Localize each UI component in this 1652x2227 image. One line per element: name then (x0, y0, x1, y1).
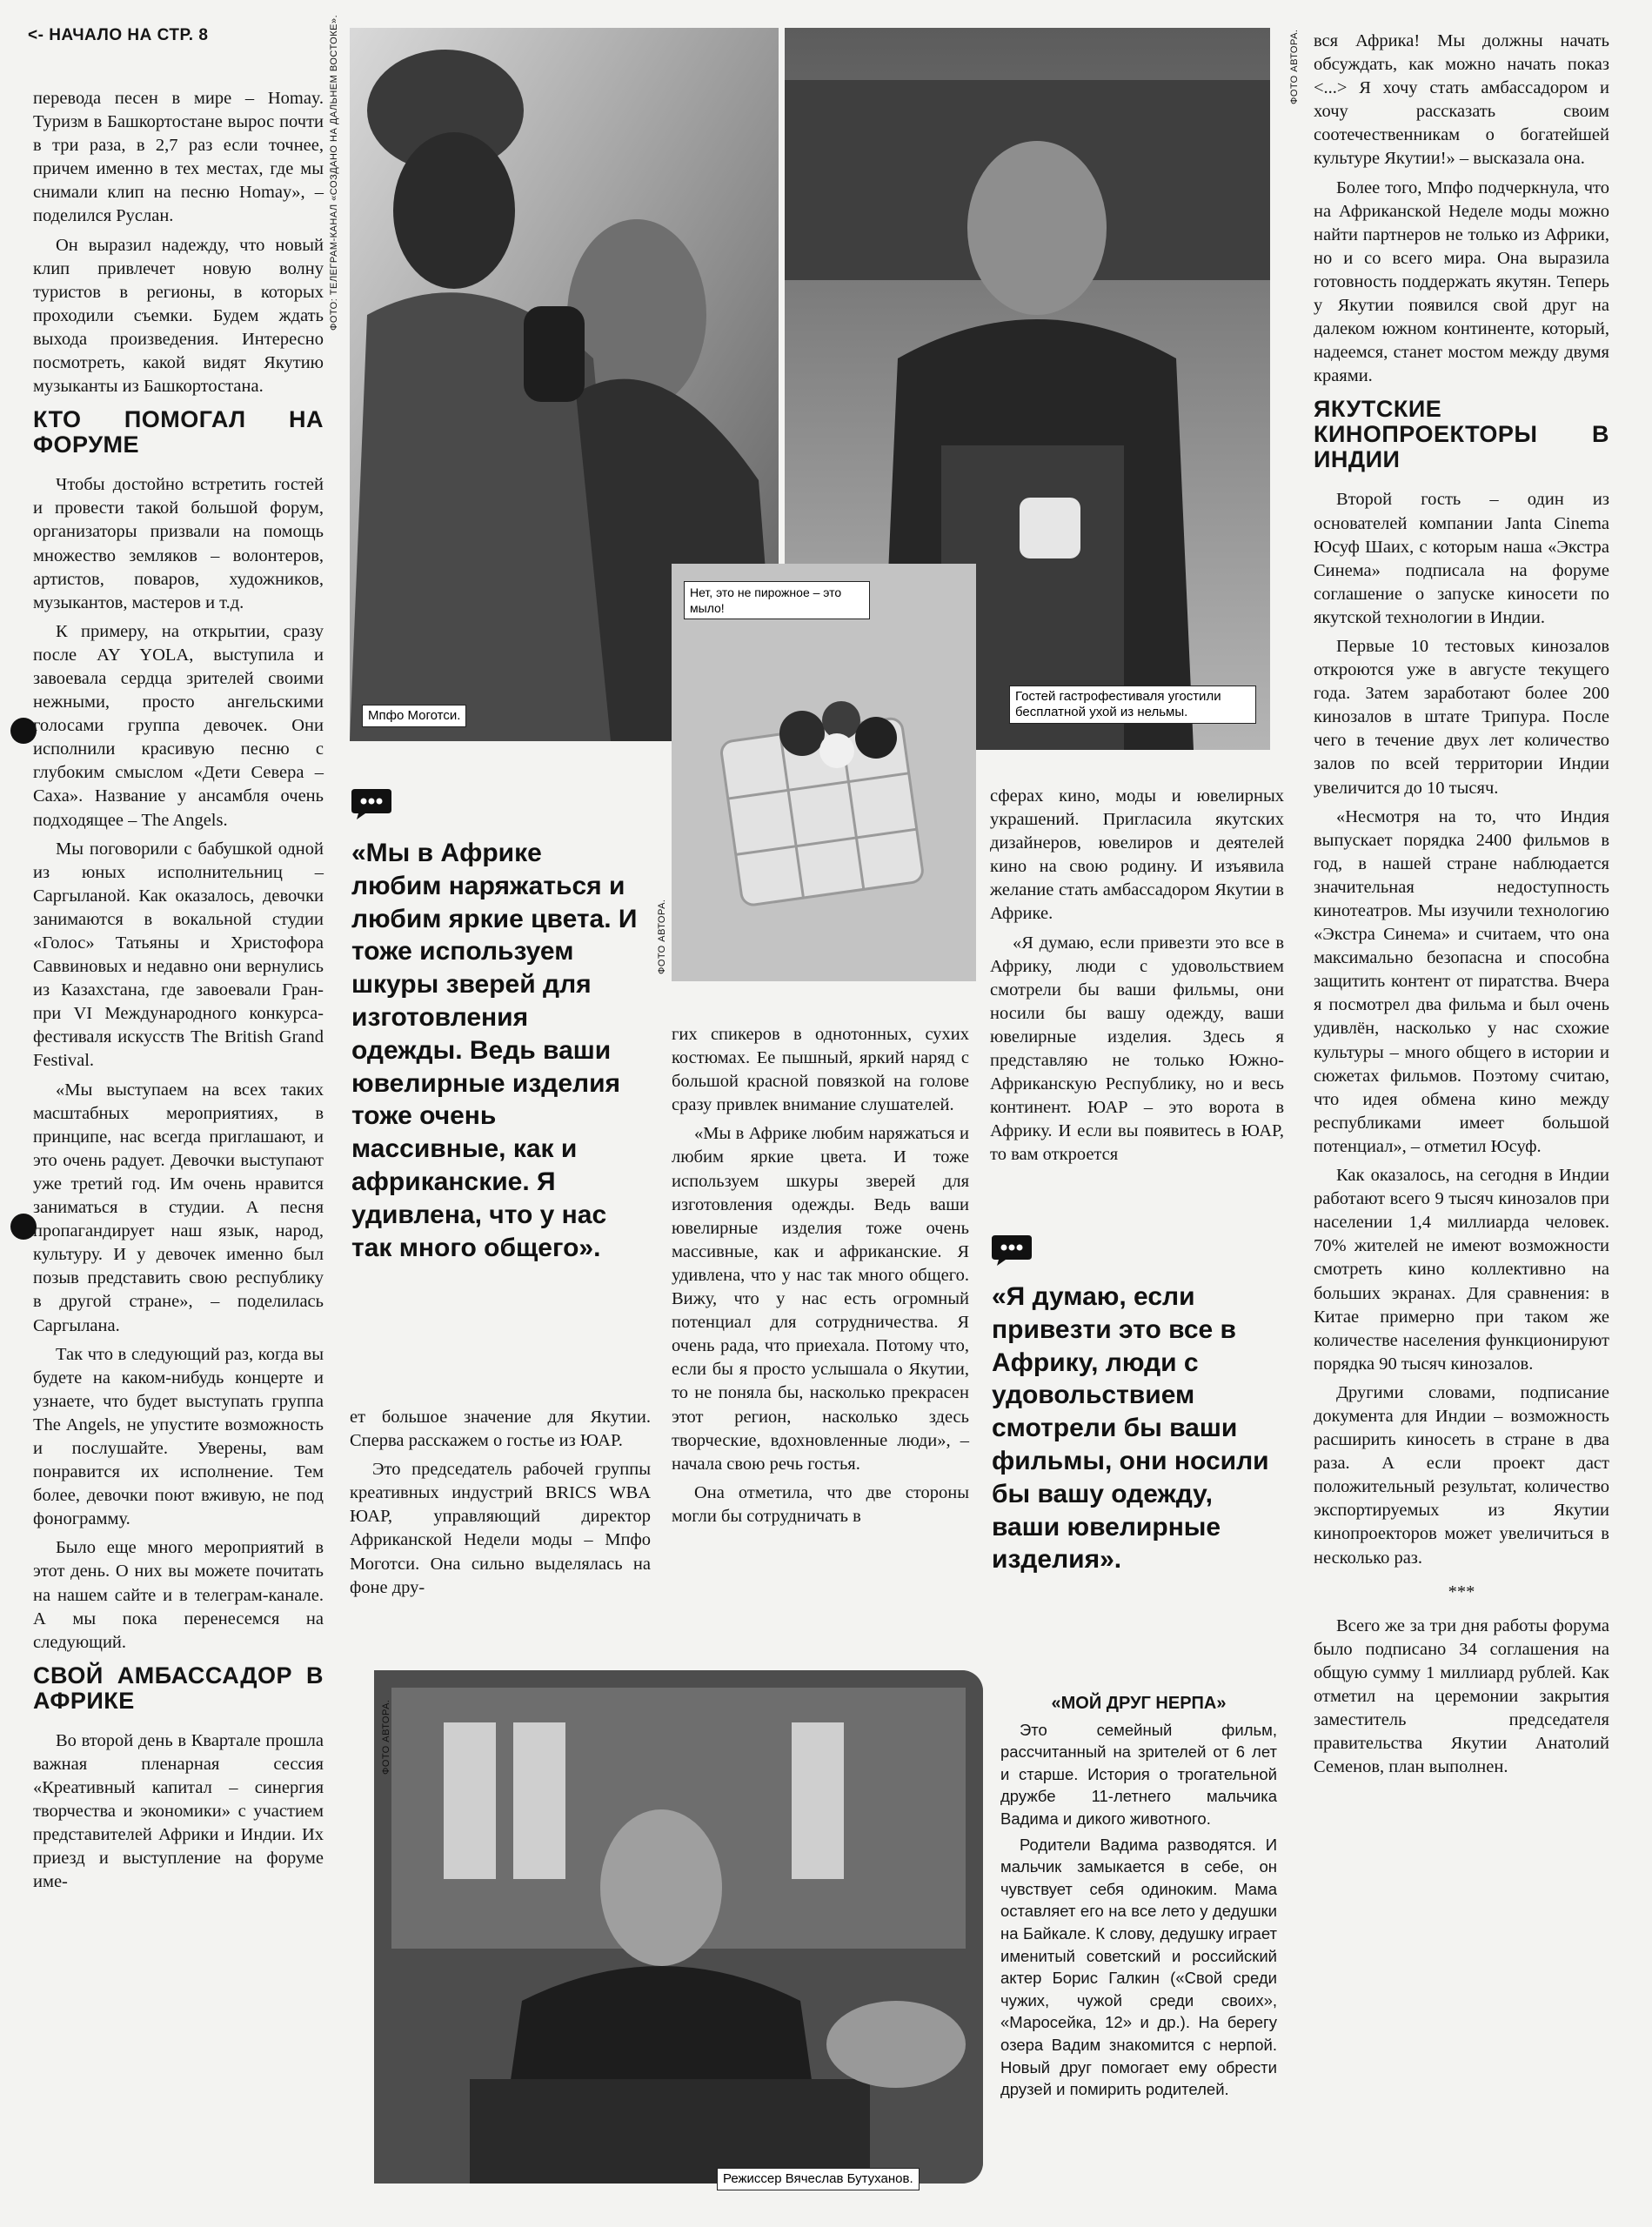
column-5 (1314, 30, 1609, 1784)
article-paragraph: Другими словами, подписание документа для Индии – возможность расширить киносеть в стране в два раза. А если проект даст положительный результат, количество экспортируемых из Якутии кинопроекторов может увеличиться в несколько раз. (1314, 1382, 1609, 1568)
article-paragraph: Это председатель рабочей группы креативных индустрий BRICS WBA ЮАР, управляющий директор Африканской Недели моды – Мпфо Моготси. Она сильно выделялась на фоне дру- (350, 1460, 651, 1597)
section-heading: КТО ПОМОГАЛ НА ФОРУМЕ (33, 406, 324, 458)
photo-director (374, 1670, 983, 2184)
article-paragraph: Мы поговорили с бабушкой одной из юных исполнительниц – Саргыланой. Как оказалось, девочки занимаются в вокальной студии «Голос» Татьяны и Христофора Саввиновых и недавно они вернулись из Казахстана, где завоевали Гран-при VI Международного конкурса-фестиваля искусств The British Grand Festival. (33, 839, 324, 1071)
photo-credit: ФОТО АВТОРА. (1289, 29, 1300, 104)
article-paragraph: «Я думаю, если привезти это все в Африку, люди с удовольствием смотрели бы ваши фильмы, они носили бы вашу одежду, ваши ювелирные изделия. Здесь я представляю не только Южно-Африканскую Республику, но и весь континент. ЮАР – это ворота в Африку. И если вы появитесь в ЮАР, то вам откроется (990, 933, 1284, 1165)
article-paragraph: Всего же за три дня работы форума было подписано 34 соглашения на общую сумму 1 миллиард рублей. Как отметил на церемонии закрытия заместитель председателя правительства Якутии Анатолий Семенов, план выполнен. (1314, 1615, 1609, 1777)
column-1 (33, 87, 324, 1899)
article-paragraph: Как оказалось, на сегодня в Индии работают всего 9 тысяч кинозалов при населении 1,4 миллиарда человек. 70% жителей не имеют возможности смотреть кино коллективно на больших экранах. Для сравнения: в Китае примерно при таком же количестве населения функционируют порядка 90 тысяч кинозалов. (1314, 1166, 1609, 1374)
quote-icon (992, 1234, 1032, 1267)
article-paragraph: Второй гость – один из основателей компании Janta Cinema Юсуф Шаих, с которым наша «Экстра Синема» подписала на форуме соглашение о запуске киносети по якутской технологии в Индии. (1314, 490, 1609, 627)
photo-caption: Гостей гастрофестиваля угостили бесплатной ухой из нельмы. (1009, 685, 1256, 724)
article-paragraph: Чтобы достойно встретить гостей и провести такой большой форум, организаторы призвали на помощь множество земляков – волонтеров, артистов, поваров, художников, музыкантов, мастеров и т.д. (33, 475, 324, 612)
column-2 (350, 1406, 651, 1605)
continued-from-reference: <- НАЧАЛО НА СТР. 8 (28, 26, 209, 44)
section-separator: *** (1448, 1582, 1475, 1602)
photo-credit: ФОТО АВТОРА. (381, 1699, 391, 1775)
quote-icon (351, 787, 391, 820)
article-paragraph: Во второй день в Квартале прошла важная пленарная сессия «Креативный капитал – синергия творчества и экономики» с участием представителей Африки и Индии. Их приезд и выступление на форуме име- (33, 1730, 324, 1892)
photo-credit: ФОТО АВТОРА. (657, 899, 667, 974)
article-paragraph: Первые 10 тестовых кинозалов откроются уже в августе текущего года. Затем заработают более 200 кинозалов в штате Трипура. После чего в течение двух лет количество залов по всей территории Индии увеличится до 10 тысяч. (1314, 636, 1609, 798)
pull-quote: «Мы в Африке любим наряжаться и любим яркие цвета. И тоже используем шкуры зверей для изготовления одежды. Ведь ваши ювелирные изделия тоже очень массивные, как и африканские. Я удивлена, что у нас так много общего». (351, 839, 638, 1262)
photo-caption: Режиссер Вячеслав Бутуханов. (717, 2168, 920, 2190)
pull-quote: «Я думаю, если привезти это все в Африку, люди с удовольствием смотрели бы ваши фильмы, они носили бы вашу одежду, ваши ювелирные изделия». (992, 1282, 1269, 1575)
article-paragraph: гих спикеров в однотонных, сухих костюмах. Ее пышный, яркий наряд с большой красной повязкой на голове сразу привлек внимание слушателей. (672, 1025, 969, 1115)
photo-soap (672, 564, 976, 981)
film-title: «МОЙ ДРУГ НЕРПА» (1051, 1694, 1227, 1713)
film-paragraph: Родители Вадима разводятся. И мальчик замыкается в себе, он чувствует себя одиноким. Мама оставляет его на все лето у дедушки на Байкале. К слову, дедушку играет именитый советский и российский актер Борис Галкин («Свой среди чужих, чужой среди своих», «Маросейка, 12» и др.). На берегу озера Вадим знакомится с нерпой. Новый друг помогает ему обрести друзей и помирить родителей. (1000, 1835, 1277, 2099)
article-paragraph: вся Африка! Мы должны начать обсуждать, как можно начать показ <...> Я хочу стать амбассадором и хочу рассказать своим соотечественникам о богатейшей культуре Якутии!» – высказала она. (1314, 31, 1609, 169)
article-paragraph: «Мы в Африке любим наряжаться и любим яркие цвета. И тоже используем шкуры зверей для изготовления одежды. Ведь ваши ювелирные изделия тоже очень массивные, как и африканские. Я удивлена, что у нас так много общего. Вижу, что у нас есть огромный потенциал для сотрудничества. Я очень рада, что приехала. Потому что, если бы я просто услышала о Якутии, то не поняла бы, насколько прекрасен этот регион, насколько здесь творческие, вдохновленные люди», – начала свою речь гостья. (672, 1124, 969, 1474)
photo-caption: Нет, это не пирожное – это мыло! (684, 581, 870, 619)
article-paragraph: «Несмотря на то, что Индия выпускает порядка 2400 фильмов в год, в нашей стране наблюдается значительная недоступность кинотеатров. Мы изучили технологию «Экстра Синема» и считаем, что она максимально безопасна и способна защитить контент от пиратства. Вчера я посмотрел два фильма и был очень удивлён, насколько у нас схожие культуры – много общего в истории и сюжетах фильмов. Поэтому считаю, что идея обмена кино между республиками имеет большой потенциал», – отметил Юсуф. (1314, 806, 1609, 1156)
section-heading: ЯКУТСКИЕ КИНОПРОЕКТОРЫ В ИНДИИ (1314, 396, 1609, 473)
photo-caption: Мпфо Моготси. (362, 705, 466, 727)
article-paragraph: сферах кино, моды и ювелирных украшений. Пригласила якутских дизайнеров, ювелиров и деятелей кино на свою родину. И изъявила желание стать амбассадором Якутии в Африке. (990, 786, 1284, 924)
film-sidebar (1000, 1693, 1277, 2104)
article-paragraph: «Мы выступаем на всех таких масштабных мероприятиях, в принципе, нас всегда приглашают, и это очень радует. Девочки выступают уже третий год. Им очень нравится заниматься в студии. А песня пропагандирует наш язык, народ, культуру. И у девочек именно был позыв представить свою республику в другой стране», – поделилась Саргылана. (33, 1080, 324, 1335)
article-paragraph: Она отметила, что две стороны могли бы сотрудничать в (672, 1482, 969, 1526)
director-photo-image (374, 1670, 983, 2184)
article-paragraph: Он выразил надежду, что новый клип привлечет новую волну туристов в регионы, в которых проходили съемки. Будем ждать выхода произведения. Интересно посмотреть, какой видят Якутию музыканты из Башкортостана. (33, 235, 324, 397)
soap-photo-image (672, 564, 976, 981)
article-paragraph: перевода песен в мире – Homay. Туризм в Башкортостане вырос почти в три раза, в 2,7 раз если точнее, причем именно в тех местах, где мы снимали клип на песню Homay», – поделился Руслан. (33, 89, 324, 226)
section-heading: СВОЙ АМБАССАДОР В АФРИКЕ (33, 1662, 324, 1714)
article-paragraph: ет большое значение для Якутии. Сперва расскажем о гостье из ЮАР. (350, 1408, 651, 1451)
column-3 (672, 1023, 969, 1534)
article-paragraph: Более того, Мпфо подчеркнула, что на Африканской Неделе моды можно найти партнеров не только из Африки, но и со всего мира. Она выразила готовность поддержать якутян. Теперь у Якутии появился свой друг на далеком южном континенте, который, надеемся, станет мостом между двумя краями. (1314, 177, 1609, 386)
article-paragraph: Так что в следующий раз, когда вы будете на каком-нибудь концерте и узнаете, что будет выступать группа The Angels, не упустите возможность и послушайте. Уверены, вам понравится их исполнение. Тем более, девочки поют вживую, не под фонограмму. (33, 1344, 324, 1529)
photo-credit: ФОТО: ТЕЛЕГРАМ-КАНАЛ «СОЗДАНО НА ДАЛЬНЕМ ВОСТОКЕ». (329, 14, 339, 331)
article-paragraph: Было еще много мероприятий в этот день. О них вы можете почитать на нашем сайте и в телеграм-канале. А мы пока перенесемся на следующий. (33, 1538, 324, 1652)
column-4 (990, 785, 1284, 1173)
article-paragraph: К примеру, на открытии, сразу после AY YOLA, выступила и завоевала сердца зрителей своими нежными, просто ангельскими голосами группа девочек. Они исполнили красивую песню с глубоким смыслом «Дети Севера – Саха». Название у ансамбля очень подходящее – The Angels. (33, 621, 324, 830)
film-paragraph: Это семейный фильм, рассчитанный на зрителей от 6 лет и старше. История о трогательной дружбе 11-летнего мальчика Вадима и дикого животного. (1000, 1720, 1277, 1828)
